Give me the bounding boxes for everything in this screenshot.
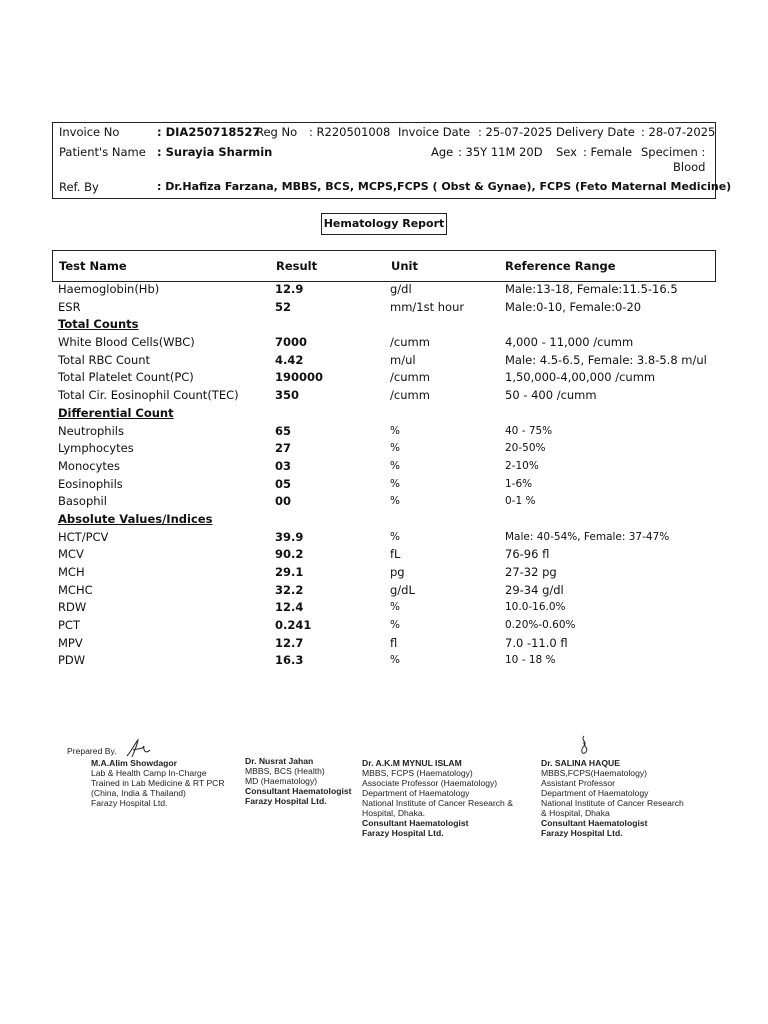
signature-mynul: [362, 758, 513, 838]
test-result: 12.7: [275, 635, 304, 650]
signer-line: MBBS, BCS (Health): [245, 766, 325, 776]
test-range: Male: 40-54%, Female: 37-47%: [505, 530, 670, 543]
test-range: 10.0-16.0%: [505, 601, 566, 614]
signature-scribble-2: [574, 734, 594, 758]
signer-line: Lab & Health Camp In-Charge: [91, 768, 207, 778]
test-name: RDW: [58, 600, 87, 615]
test-range: 7.0 -11.0 fl: [505, 635, 568, 650]
signer-line: National Institute of Cancer Research &: [362, 798, 513, 808]
test-name: MCH: [58, 565, 85, 579]
delivery-date-value: : 28-07-2025: [641, 125, 716, 139]
col-test-name: Test Name: [59, 259, 127, 273]
signer-line: Farazy Hospital Ltd.: [362, 828, 444, 838]
test-result: 27: [275, 441, 292, 456]
test-result: 52: [275, 299, 292, 314]
reg-no-value: : R220501008: [309, 125, 391, 139]
test-name: MCV: [58, 547, 84, 562]
signer-name: M.A.Alim Showdagor: [91, 758, 177, 768]
test-unit: %: [390, 619, 400, 632]
test-result: 16.3: [275, 653, 304, 668]
invoice-no-label: Invoice No: [59, 125, 120, 139]
table-row: [0, 529, 768, 547]
test-range: 1-6%: [505, 477, 533, 490]
test-name: Lymphocytes: [58, 441, 134, 456]
table-row: [0, 352, 768, 370]
signer-line: Consultant Haematologist: [362, 818, 469, 828]
signer-line: Hospital, Dhaka.: [362, 808, 426, 818]
test-result: 190000: [275, 370, 324, 385]
invoice-no-value: : DIA250718527: [157, 125, 261, 139]
signer-line: & Hospital, Dhaka: [541, 808, 610, 818]
signer-line: Department of Haematology: [541, 788, 649, 798]
signer-line: Department of Haematology: [362, 788, 470, 798]
test-unit: g/dl: [390, 282, 412, 296]
test-name: PCT: [58, 618, 80, 633]
table-row: [0, 652, 768, 670]
age-label: Age: [431, 145, 454, 159]
sex-label: Sex: [556, 145, 577, 159]
table-row: [0, 387, 768, 405]
test-name: HCT/PCV: [58, 529, 109, 544]
table-row: [0, 564, 768, 582]
signer-line: Consultant Haematologist: [245, 786, 352, 796]
test-range: Male:13-18, Female:11.5-16.5: [505, 282, 678, 296]
signer-line: MD (Haematology): [245, 776, 318, 786]
test-unit: %: [390, 601, 400, 614]
test-result: 05: [275, 476, 292, 491]
signer-line: Associate Professor (Haematology): [362, 778, 498, 788]
section-title: Differential Count: [58, 405, 174, 420]
results-table: [0, 281, 768, 670]
specimen-label: Specimen :: [641, 145, 706, 159]
test-range: 76-96 fl: [505, 547, 550, 562]
test-range: Male:0-10, Female:0-20: [505, 299, 642, 314]
test-name: Basophil: [58, 494, 107, 509]
ref-by-value: : Dr.Hafiza Farzana, MBBS, BCS, MCPS,FCPS ( Obst & Gynae), FCPS (Feto Maternal Medicine): [157, 180, 732, 193]
section-title: Total Counts: [58, 317, 139, 332]
signer-line: MBBS, FCPS (Haematology): [362, 768, 473, 778]
test-unit: g/dL: [390, 582, 415, 597]
test-unit: %: [390, 654, 400, 667]
prepared-by-label: Prepared By.: [67, 746, 117, 756]
col-result: Result: [276, 259, 318, 273]
test-result: 65: [275, 423, 292, 438]
test-unit: %: [390, 459, 400, 472]
test-range: 0-1 %: [505, 495, 536, 508]
table-row: [0, 423, 768, 441]
test-unit: /cumm: [390, 388, 430, 403]
test-unit: %: [390, 424, 400, 437]
sex-value: : Female: [583, 145, 633, 159]
test-range: 40 - 75%: [505, 424, 553, 437]
test-unit: pg: [390, 565, 405, 579]
test-name: ESR: [58, 299, 81, 314]
ref-by-label: Ref. By: [59, 180, 99, 194]
reg-no-label: Reg No: [256, 125, 298, 139]
signer-line: Farazy Hospital Ltd.: [91, 798, 168, 808]
test-range: 27-32 pg: [505, 565, 557, 579]
test-unit: /cumm: [390, 370, 430, 385]
specimen-value: Blood: [673, 160, 706, 174]
table-row: [0, 476, 768, 494]
test-unit: mm/1st hour: [390, 299, 465, 314]
test-name: PDW: [58, 653, 86, 668]
test-result: 350: [275, 388, 300, 403]
test-result: 39.9: [275, 529, 304, 544]
section-heading: [0, 316, 768, 334]
test-result: 00: [275, 494, 292, 509]
test-unit: fL: [390, 547, 401, 562]
section-heading: [0, 511, 768, 529]
test-unit: %: [390, 442, 400, 455]
patient-name-label: Patient's Name: [59, 145, 146, 159]
invoice-date-label: Invoice Date: [398, 125, 471, 139]
signer-name: Dr. Nusrat Jahan: [245, 756, 314, 766]
signer-name: Dr. SALINA HAQUE: [541, 758, 620, 768]
age-value: : 35Y 11M 20D: [458, 145, 543, 159]
table-row: [0, 334, 768, 352]
test-result: 12.9: [275, 282, 304, 296]
signer-line: Farazy Hospital Ltd.: [245, 796, 327, 806]
signer-line: (China, India & Thailand): [91, 788, 186, 798]
table-row: [0, 599, 768, 617]
test-result: 12.4: [275, 600, 304, 615]
test-unit: m/ul: [390, 352, 416, 367]
test-range: 10 - 18 %: [505, 654, 556, 667]
delivery-date-label: Delivery Date: [556, 125, 635, 139]
table-row: [0, 281, 768, 299]
invoice-date-value: : 25-07-2025: [478, 125, 553, 139]
test-range: Male: 4.5-6.5, Female: 3.8-5.8 m/ul: [505, 352, 707, 367]
signer-line: National Institute of Cancer Research: [541, 798, 684, 808]
test-unit: %: [390, 477, 400, 490]
test-unit: %: [390, 530, 400, 543]
test-name: White Blood Cells(WBC): [58, 335, 195, 350]
signer-name: Dr. A.K.M MYNUL ISLAM: [362, 758, 462, 768]
test-result: 03: [275, 458, 292, 473]
test-result: 32.2: [275, 582, 304, 597]
test-result: 7000: [275, 335, 308, 350]
test-range: 20-50%: [505, 442, 546, 455]
signature-salina: [541, 758, 684, 838]
signature-nusrat: [245, 756, 351, 806]
test-unit: %: [390, 495, 400, 508]
test-range: 2-10%: [505, 459, 539, 472]
section-title: Absolute Values/Indices: [58, 511, 213, 526]
table-row: [0, 635, 768, 653]
signature-scribble-1: [124, 738, 152, 760]
signature-prepared: [91, 758, 225, 808]
table-row: [0, 617, 768, 635]
test-result: 90.2: [275, 547, 304, 562]
report-title: Hematology Report: [321, 213, 447, 235]
col-unit: Unit: [391, 259, 418, 273]
patient-name-value: : Surayia Sharmin: [157, 145, 273, 159]
test-name: Total RBC Count: [58, 352, 151, 367]
table-row: [0, 299, 768, 317]
signer-line: Farazy Hospital Ltd.: [541, 828, 623, 838]
test-name: Haemoglobin(Hb): [58, 282, 160, 296]
test-range: 29-34 g/dl: [505, 582, 564, 597]
table-header: [52, 250, 716, 282]
table-row: [0, 458, 768, 476]
test-result: 0.241: [275, 618, 312, 633]
test-unit: fl: [390, 635, 398, 650]
test-result: 29.1: [275, 565, 304, 579]
signer-line: MBBS,FCPS(Haematology): [541, 768, 648, 778]
patient-info-box: [52, 122, 732, 199]
test-name: Eosinophils: [58, 476, 123, 491]
signer-line: Assistant Professor: [541, 778, 616, 788]
col-reference-range: Reference Range: [505, 259, 616, 273]
test-result: 4.42: [275, 352, 304, 367]
test-range: 1,50,000-4,00,000 /cumm: [505, 370, 656, 385]
test-name: MCHC: [58, 582, 93, 597]
test-unit: /cumm: [390, 335, 430, 350]
test-range: 50 - 400 /cumm: [505, 388, 597, 403]
test-name: Neutrophils: [58, 423, 124, 438]
test-range: 0.20%-0.60%: [505, 619, 576, 632]
table-row: [0, 369, 768, 387]
table-row: [0, 440, 768, 458]
table-row: [0, 493, 768, 511]
test-name: Monocytes: [58, 458, 120, 473]
test-name: MPV: [58, 635, 83, 650]
test-name: Total Platelet Count(PC): [58, 370, 194, 385]
signer-line: Consultant Haematologist: [541, 818, 648, 828]
table-row: [0, 546, 768, 564]
section-heading: [0, 405, 768, 423]
signer-line: Trained in Lab Medicine & RT PCR: [91, 778, 225, 788]
test-range: 4,000 - 11,000 /cumm: [505, 335, 634, 350]
test-name: Total Cir. Eosinophil Count(TEC): [58, 388, 239, 403]
table-row: [0, 582, 768, 600]
